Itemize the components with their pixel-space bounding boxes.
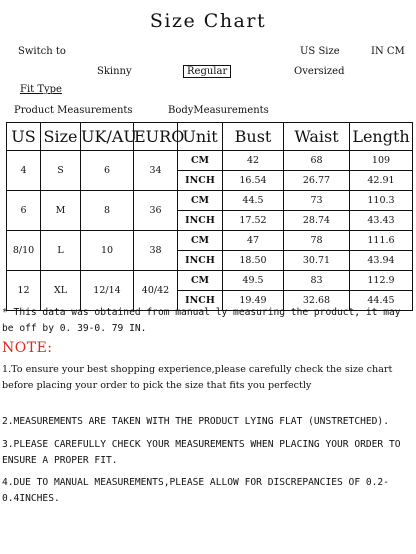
note-item-1: 1.To ensure your best shopping experience,please carefully check the size chart before placing your order to pick the size that fits you perfectly: [2, 364, 393, 391]
cell-unit-cm: CM: [178, 271, 223, 291]
table-row: [7, 151, 413, 171]
tab-product-measurements[interactable]: Product Measurements: [14, 105, 133, 116]
cell-waist: 28.74: [284, 211, 350, 231]
cell-us: 6: [7, 191, 41, 231]
cell-unit-inch: INCH: [178, 211, 223, 231]
cell-size: M: [41, 191, 81, 231]
cell-euro: 34: [134, 151, 178, 191]
table-row: [7, 231, 413, 251]
cell-waist: 26.77: [284, 171, 350, 191]
fit-option-oversized[interactable]: Oversized: [294, 66, 345, 77]
note-heading: NOTE:: [2, 340, 53, 356]
cell-waist: 78: [284, 231, 350, 251]
col-header-euro: EURO: [134, 123, 178, 151]
table-row: [7, 271, 413, 291]
cell-us: 8/10: [7, 231, 41, 271]
col-header-length: Length: [350, 123, 413, 151]
cell-unit-cm: CM: [178, 231, 223, 251]
cell-bust: 42: [223, 151, 284, 171]
cell-uk: 8: [81, 191, 134, 231]
cell-us: 4: [7, 151, 41, 191]
cell-bust: 18.50: [223, 251, 284, 271]
note-item-3: 3.PLEASE CAREFULLY CHECK YOUR MEASUREMENTS WHEN PLACING YOUR ORDER TO ENSURE A PROPER FIT.: [2, 439, 401, 466]
cell-length: 111.6: [350, 231, 413, 251]
cell-length: 43.94: [350, 251, 413, 271]
cell-unit-cm: CM: [178, 191, 223, 211]
switch-label: Switch to: [18, 46, 66, 57]
col-header-us: US: [7, 123, 41, 151]
cell-euro: 40/42: [134, 271, 178, 311]
fit-option-regular[interactable]: Regular: [183, 65, 231, 78]
cell-size: XL: [41, 271, 81, 311]
unit-toggle-cm[interactable]: IN CM: [371, 46, 405, 57]
unit-toggle-us[interactable]: US Size: [300, 46, 340, 57]
table-header-row: [7, 123, 413, 151]
cell-euro: 36: [134, 191, 178, 231]
cell-uk: 6: [81, 151, 134, 191]
fit-type-label: Fit Type: [20, 84, 62, 95]
cell-uk: 10: [81, 231, 134, 271]
col-header-uk-au: UK/AU: [81, 123, 134, 151]
measurement-disclaimer: * This data was obtained from manual ly measuring the product, it may be off by 0. 39-0. 79 IN.: [2, 307, 401, 334]
cell-bust: 19.49: [223, 291, 284, 311]
cell-waist: 30.71: [284, 251, 350, 271]
size-chart-table: [6, 122, 413, 311]
cell-waist: 83: [284, 271, 350, 291]
cell-waist: 68: [284, 151, 350, 171]
cell-length: 110.3: [350, 191, 413, 211]
cell-unit-inch: INCH: [178, 251, 223, 271]
col-header-size: Size: [41, 123, 81, 151]
note-item-4: 4.DUE TO MANUAL MEASUREMENTS,PLEASE ALLOW FOR DISCREPANCIES OF 0.2-0.4INCHES.: [2, 477, 389, 504]
col-header-waist: Waist: [284, 123, 350, 151]
cell-length: 112.9: [350, 271, 413, 291]
cell-waist: 73: [284, 191, 350, 211]
cell-waist: 32.68: [284, 291, 350, 311]
table-row: [7, 191, 413, 211]
note-item-2: 2.MEASUREMENTS ARE TAKEN WITH THE PRODUCT LYING FLAT (UNSTRETCHED).: [2, 416, 389, 427]
cell-bust: 16.54: [223, 171, 284, 191]
cell-uk: 12/14: [81, 271, 134, 311]
cell-unit-cm: CM: [178, 151, 223, 171]
page-title: Size Chart: [149, 10, 267, 32]
cell-bust: 44.5: [223, 191, 284, 211]
tab-body-measurements[interactable]: BodyMeasurements: [168, 105, 269, 116]
cell-bust: 47: [223, 231, 284, 251]
cell-size: S: [41, 151, 81, 191]
cell-length: 43.43: [350, 211, 413, 231]
cell-unit-inch: INCH: [178, 291, 223, 311]
cell-size: L: [41, 231, 81, 271]
cell-length: 109: [350, 151, 413, 171]
cell-bust: 49.5: [223, 271, 284, 291]
fit-option-skinny[interactable]: Skinny: [97, 66, 132, 77]
cell-length: 42.91: [350, 171, 413, 191]
cell-euro: 38: [134, 231, 178, 271]
cell-us: 12: [7, 271, 41, 311]
col-header-bust: Bust: [223, 123, 284, 151]
cell-unit-inch: INCH: [178, 171, 223, 191]
cell-length: 44.45: [350, 291, 413, 311]
cell-bust: 17.52: [223, 211, 284, 231]
col-header-unit: Unit: [178, 123, 223, 151]
